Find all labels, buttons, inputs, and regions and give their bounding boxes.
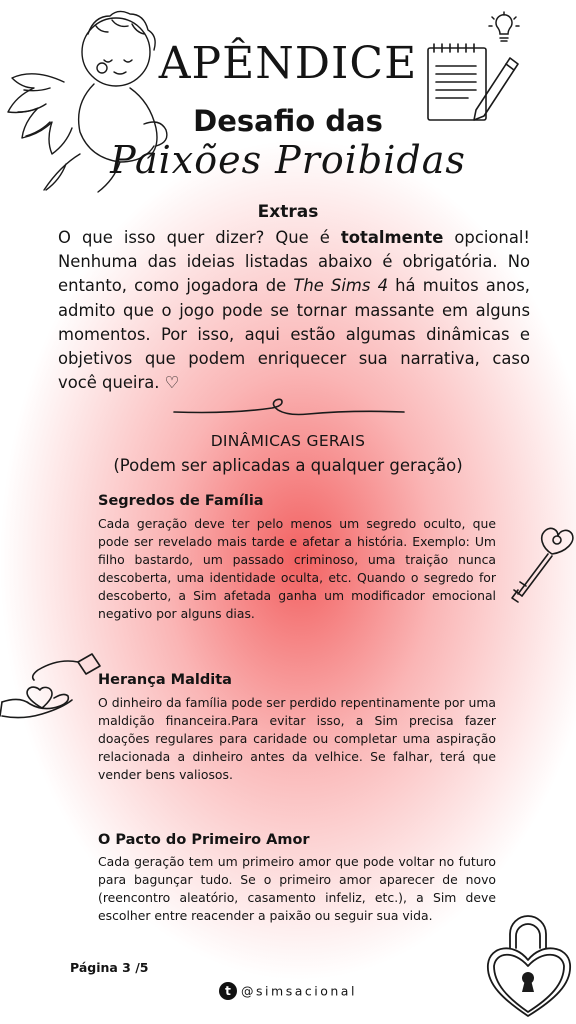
item-body-pacto: Cada geração tem um primeiro amor que pode voltar no futuro para bagunçar tudo. Se o primeiro amor aparecer de novo (reencontro aleatório, casamento infeliz, etc.), a Sim deve escolher entre reacender a paixão ou seguir sua vida.	[98, 854, 496, 924]
item-title-heranca: Herança Maldita	[98, 672, 232, 688]
hand-heart-icon	[0, 650, 102, 722]
extras-heading: Extras	[257, 202, 319, 222]
item-body-heranca: O dinheiro da família pode ser perdido repentinamente por uma maldição financeira.Para evitar isso, a Sim precisa fazer doações regulares para caridade ou completar uma aspiração relacionada a dinheiro antes da velhice. Se falhar, terá que vender bens valiosos.	[98, 695, 496, 783]
section-subtitle: (Podem ser aplicadas a qualquer geração)	[113, 456, 463, 475]
item-title-pacto: O Pacto do Primeiro Amor	[98, 832, 310, 848]
tumblr-icon: t	[219, 982, 237, 1000]
page-title: APÊNDICE	[158, 38, 418, 89]
ornament-divider	[172, 398, 406, 422]
handle-text: @simsacional	[241, 983, 357, 999]
page-subtitle: Desafio das	[193, 104, 383, 138]
item-body-segredos: Cada geração deve ter pelo menos um segredo oculto, que pode ser revelado mais tarde e afetar a história. Exemplo: Um filho bastardo, um passado criminoso, uma traição nunca descoberta, uma identidade oculta, etc. Quando o segredo for descoberto, a Sim afetada ganha um modificador emocional negativo por alguns dias.	[98, 516, 496, 622]
heart-lock-icon	[484, 908, 574, 1020]
intro-bold: totalmente	[340, 228, 444, 247]
section-title: DINÂMICAS GERAIS	[210, 432, 366, 450]
intro-italic: The Sims 4	[293, 276, 389, 296]
key-icon	[504, 524, 574, 610]
page-number: Página 3 /5	[70, 960, 149, 975]
page-script-title: Paixões Proibidas	[110, 138, 466, 182]
intro-paragraph: O que isso quer dizer? Que é totalmente opcional! Nenhuma das ideias listadas abaixo é obrigatória. No entanto, como jogadora de The Sims 4 há muitos anos, admito que o jogo pode se tornar massante em alguns momentos. Por isso, aqui estão algumas dinâmicas e objetivos que podem enriquecer sua narrativa, caso você queira. ♡	[58, 228, 530, 393]
item-title-segredos: Segredos de Família	[98, 493, 264, 509]
social-handle[interactable]	[0, 982, 576, 1000]
